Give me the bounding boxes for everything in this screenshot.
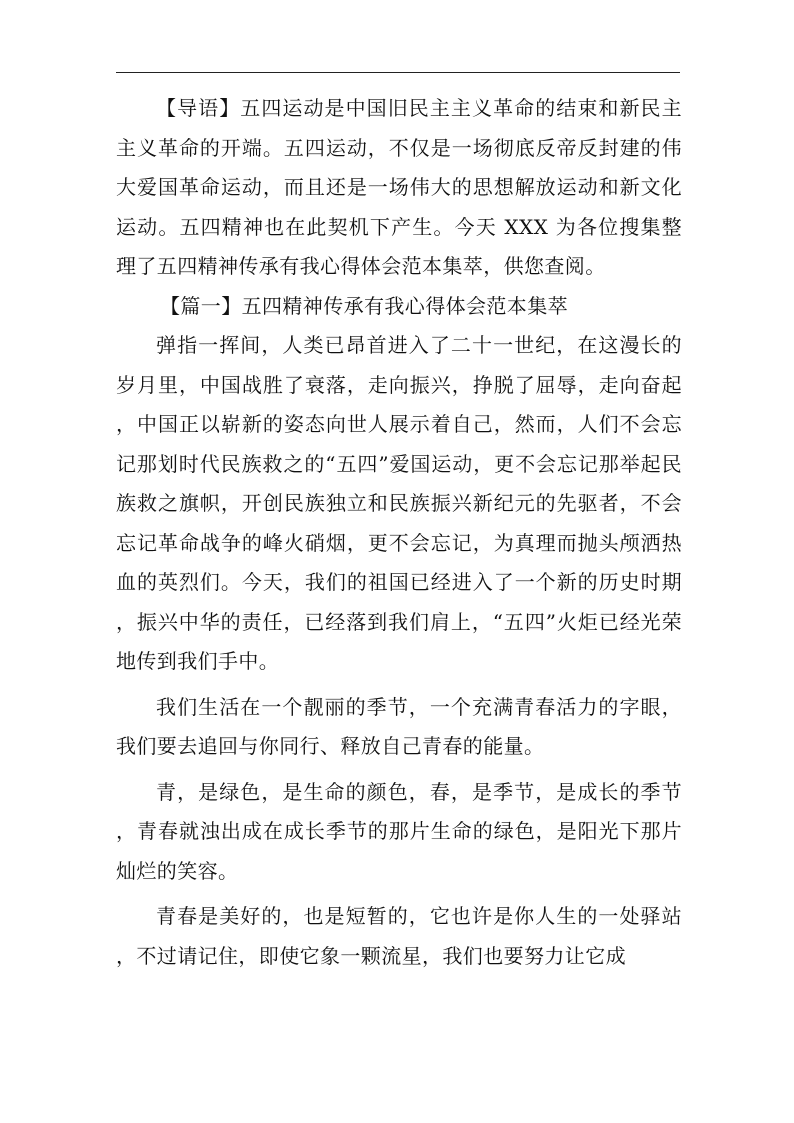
body-paragraph: 我们生活在一个靓丽的季节，一个充满青春活力的字眼，我们要去追回与你同行、释放自己青春的能量。 bbox=[116, 694, 682, 758]
body-paragraph: 弹指一挥间，人类已昂首进入了二十一世纪，在这漫长的岁月里，中国战胜了衰落，走向振兴，挣脱了屈辱，走向奋起，中国正以崭新的姿态向世人展示着自己，然而，人们不会忘记那划时代民族救之的“五四”爱国运动，更不会忘记那举起民族救之旗帜，开创民族独立和民族振兴新纪元的先驱者，不会忘记革命战争的峰火硝烟，更不会忘记，为真理而抛头颅洒热血的英烈们。今天，我们的祖国已经进入了一个新的历史时期，振兴中华的责任，已经落到我们肩上，“五四”火炬已经光荣地传到我们手中。 bbox=[116, 333, 682, 673]
document-body bbox=[116, 89, 682, 976]
intro-paragraph: 【导语】五四运动是中国旧民主主义革命的结束和新民主主义革命的开端。五四运动，不仅是一场彻底反帝反封建的伟大爱国革命运动，而且还是一场伟大的思想解放运动和新文化运动。五四精神也在此契机下产生。今天 XXX 为各位搜集整理了五四精神传承有我心得体会范本集萃，供您查阅。 bbox=[116, 96, 682, 278]
section-heading: 【篇一】五四精神传承有我心得体会范本集萃 bbox=[160, 293, 568, 318]
header-rule bbox=[116, 72, 680, 73]
body-paragraph: 青，是绿色，是生命的颜色，春，是季节，是成长的季节，青春就浊出成在成长季节的那片生命的绿色，是阳光下那片灿烂的笑容。 bbox=[116, 779, 682, 883]
body-paragraph: 青春是美好的，也是短暂的，它也许是你人生的一处驿站，不过请记住，即使它象一颗流星，我们也要努力让它成 bbox=[116, 904, 682, 968]
